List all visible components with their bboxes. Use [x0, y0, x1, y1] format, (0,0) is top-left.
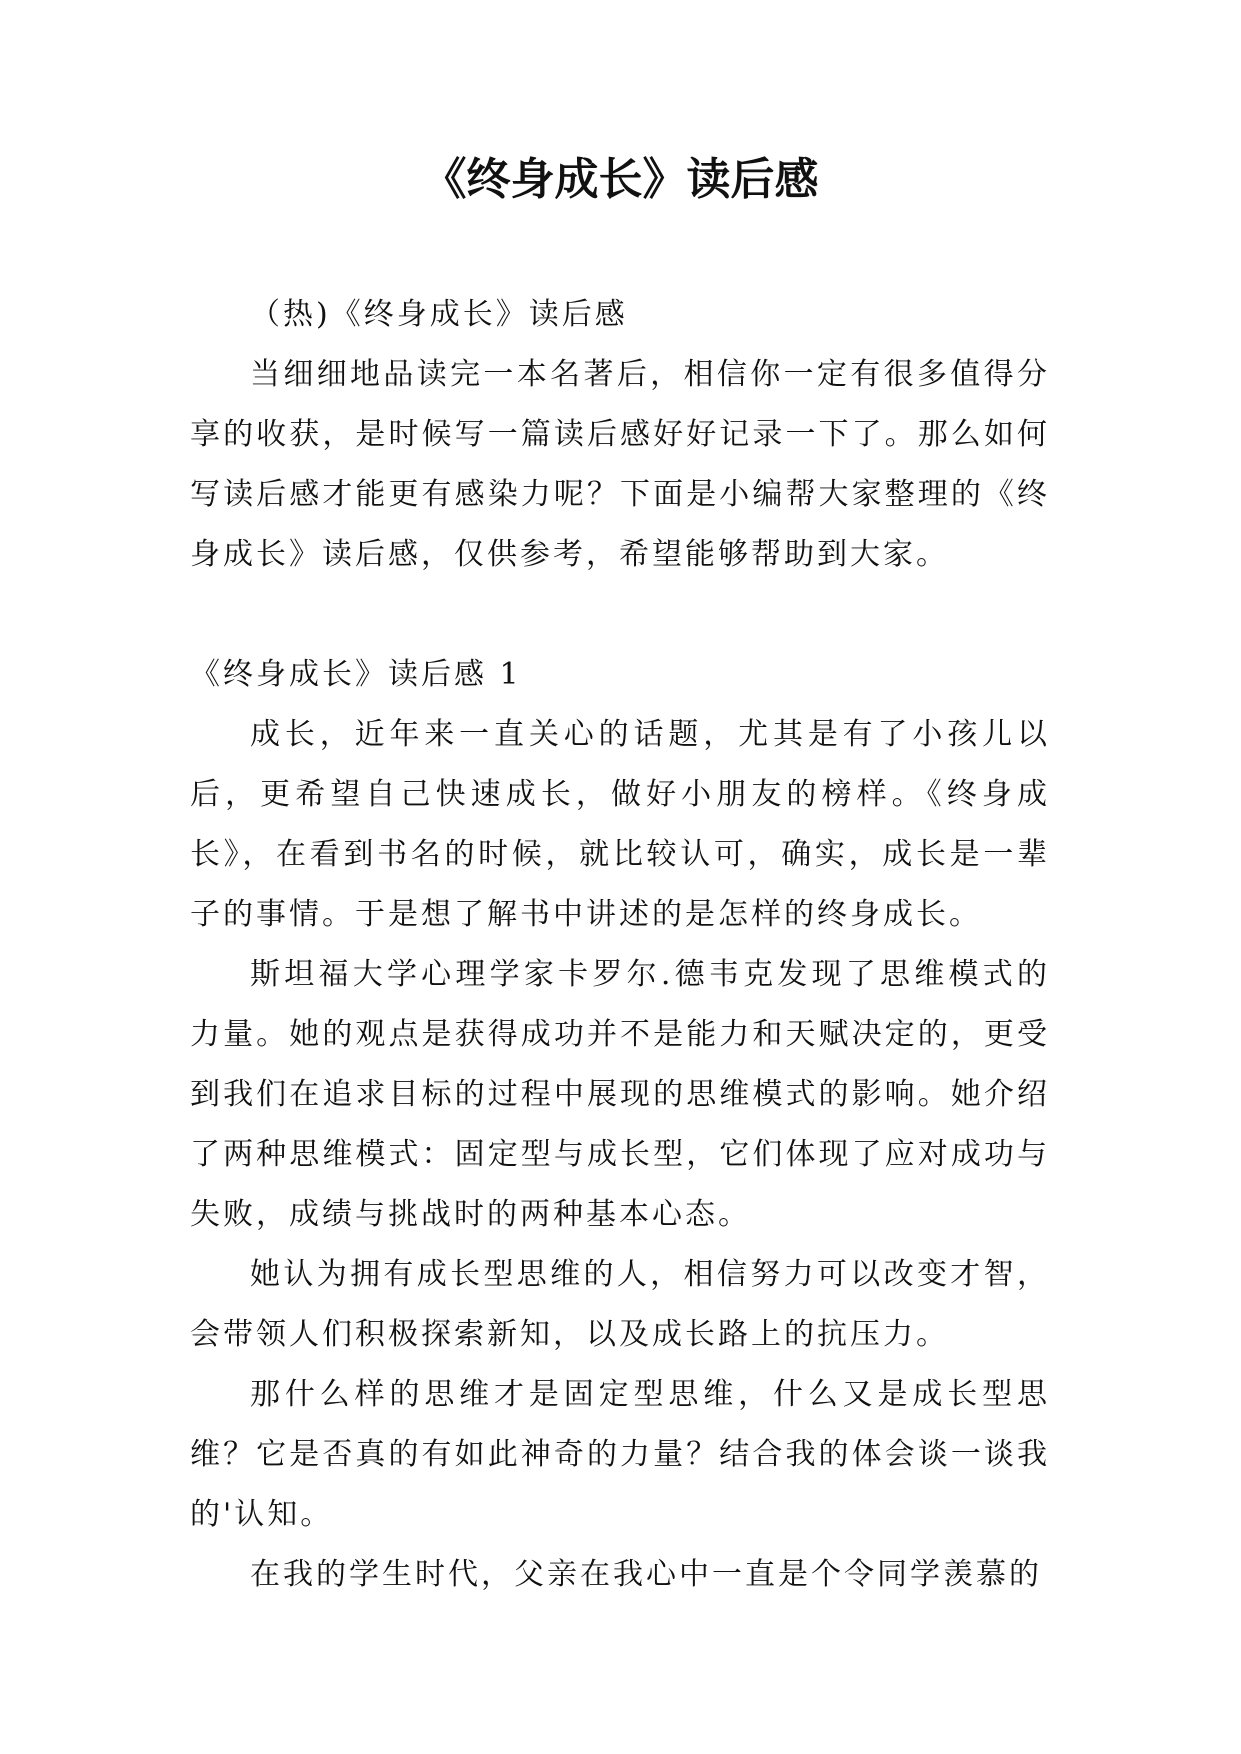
- body-paragraph: 成长，近年来一直关心的话题，尤其是有了小孩儿以后，更希望自己快速成长，做好小朋友的榜样。《终身成长》，在看到书名的时候，就比较认可，确实，成长是一辈子的事情。于是想了解书中讲述的是怎样的终身成长。: [190, 717, 1050, 932]
- document-subtitle: （热)《终身成长》读后感: [250, 297, 628, 332]
- body-paragraph: 那什么样的思维才是固定型思维，什么又是成长型思维？它是否真的有如此神奇的力量？结合我的体会谈一谈我的'认知。: [190, 1377, 1050, 1532]
- body-paragraph: 她认为拥有成长型思维的人，相信努力可以改变才智，会带领人们积极探索新知，以及成长路上的抗压力。: [190, 1257, 1050, 1352]
- document-body: [190, 285, 1050, 1605]
- document-title: 《终身成长》读后感: [422, 154, 819, 205]
- body-paragraph: 斯坦福大学心理学家卡罗尔.德韦克发现了思维模式的力量。她的观点是获得成功并不是能力和天赋决定的，更受到我们在追求目标的过程中展现的思维模式的影响。她介绍了两种思维模式：固定型与成长型，它们体现了应对成功与失败，成绩与挑战时的两种基本心态。: [190, 957, 1050, 1232]
- intro-paragraph: 当细细地品读完一本名著后，相信你一定有很多值得分享的收获，是时候写一篇读后感好好记录一下了。那么如何写读后感才能更有感染力呢？下面是小编帮大家整理的《终身成长》读后感，仅供参考，希望能够帮助到大家。: [190, 357, 1050, 572]
- body-paragraph: 在我的学生时代，父亲在我心中一直是个令同学羡慕的: [250, 1557, 1042, 1592]
- section-heading: 《终身成长》读后感 1: [190, 657, 522, 692]
